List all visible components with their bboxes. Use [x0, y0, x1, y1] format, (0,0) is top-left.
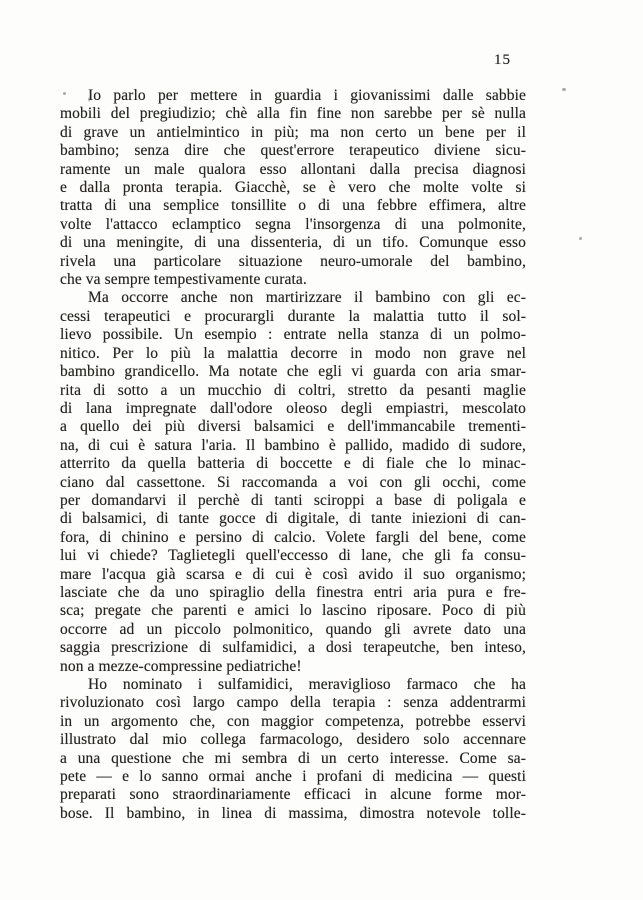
text-line: rivela una particolare situazione neuro-umorale del bambino, [60, 252, 526, 270]
paragraph [60, 87, 526, 289]
text-line: a quello dei più diversi balsamici e dell'immancabile trementi- [60, 418, 526, 436]
text-line: che va sempre tempestivamente curata. [60, 271, 307, 289]
text-line: mobili del pregiudizio; chè alla fin fine non sarebbe per sè nulla [60, 105, 526, 123]
text-line: na, di cui è satura l'aria. Il bambino è pallido, madido di sudore, [60, 436, 526, 454]
paragraph [60, 289, 526, 676]
paragraph [60, 676, 526, 823]
scan-artifact [88, 97, 90, 102]
text-line: lasciate che da uno spiraglio della finestra entri aria pura e fre- [60, 583, 526, 601]
text-line: pete — e lo sanno ormai anche i profani di medicina — questi [60, 768, 526, 786]
text-line: sca; pregate che parenti e amici lo lascino riposare. Poco di più [60, 602, 526, 620]
text-block [60, 87, 526, 823]
text-line: bambino grandicello. Ma notate che egli vi guarda con aria smar- [60, 363, 526, 381]
text-line: ciano dal cassettone. Si raccomanda a voi con gli occhi, come [60, 473, 526, 491]
scan-artifact [562, 88, 566, 91]
page-number: 15 [494, 52, 511, 68]
text-line: cessi terapeutici e procurargli durante la malattia tutto il sol- [60, 307, 526, 325]
text-line: Ho nominato i sulfamidici, meraviglioso farmaco che ha [88, 676, 526, 693]
text-line: a una questione che mi sembra di un certo interesse. Come sa- [60, 749, 526, 767]
text-line: di balsamici, di tante gocce di digitale, di tante iniezioni di can- [60, 510, 526, 528]
text-line: rivoluzionato così largo campo della terapia : senza addentrarmi [60, 694, 526, 712]
text-line: bambino; senza dire che quest'errore terapeutico diviene sicu- [60, 142, 526, 160]
text-line: lievo possibile. Un esempio : entrate nella stanza di un polmo- [60, 326, 526, 344]
text-line: di una meningite, di una dissenteria, di un tifo. Comunque esso [60, 234, 526, 252]
text-line: atterrito da quella batteria di boccette e di fiale che lo minac- [60, 455, 526, 473]
text-line: nitico. Per lo più la malattia decorre in modo non grave nel [60, 344, 526, 362]
text-line: illustrato dal mio collega farmacologo, desidero solo accennare [60, 731, 526, 749]
text-line: rita di sotto a un mucchio di coltri, stretto da pesanti maglie [60, 381, 526, 399]
text-line: saggia prescrizione di sulfamidici, a dosi terapeutche, ben inteso, [60, 639, 526, 657]
text-line: ramente un male qualora esso allontani dalla precisa diagnosi [60, 160, 526, 178]
text-line: preparati sono straordinariamente efficaci in alcune forme mor- [60, 786, 526, 804]
text-line: Io parlo per mettere in guardia i giovanissimi dalle sabbie [88, 87, 526, 104]
text-line: occorre ad un piccolo polmonitico, quando gli avrete dato una [60, 620, 526, 638]
text-line: in un argomento che, con maggior competenza, potrebbe esservi [60, 712, 526, 730]
scan-artifact [579, 237, 582, 240]
text-line: di grave un antielmintico in più; ma non certo un bene per il [60, 123, 526, 141]
text-line: tratta di una semplice tonsillite o di una febbre effimera, altre [60, 197, 526, 215]
text-line: di lana impregnate dall'odore oleoso degli empiastri, mescolato [60, 399, 526, 417]
text-line: non a mezze-compressine pediatriche! [60, 657, 302, 675]
text-line: volte l'attacco eclamptico segna l'insorgenza di una polmonite, [60, 215, 526, 233]
text-line: per domandarvi il perchè di tanti sciroppi a base di poligala e [60, 491, 526, 509]
text-line: Ma occorre anche non martirizzare il bambino con gli ec- [88, 289, 526, 307]
text-line: bose. Il bambino, in linea di massima, dimostra notevole tolle- [60, 804, 526, 822]
text-line: fora, di chinino e persino di calcio. Volete fargli del bene, come [60, 528, 526, 546]
text-line: lui vi chiede? Taglietegli quell'eccesso di lane, che gli fa consu- [60, 547, 526, 565]
scan-artifact [63, 92, 66, 95]
text-line: mare l'acqua già scarsa e di cui è così avido il suo organismo; [60, 565, 526, 583]
text-line: e dalla pronta terapia. Giacchè, se è vero che molte volte si [60, 179, 526, 197]
